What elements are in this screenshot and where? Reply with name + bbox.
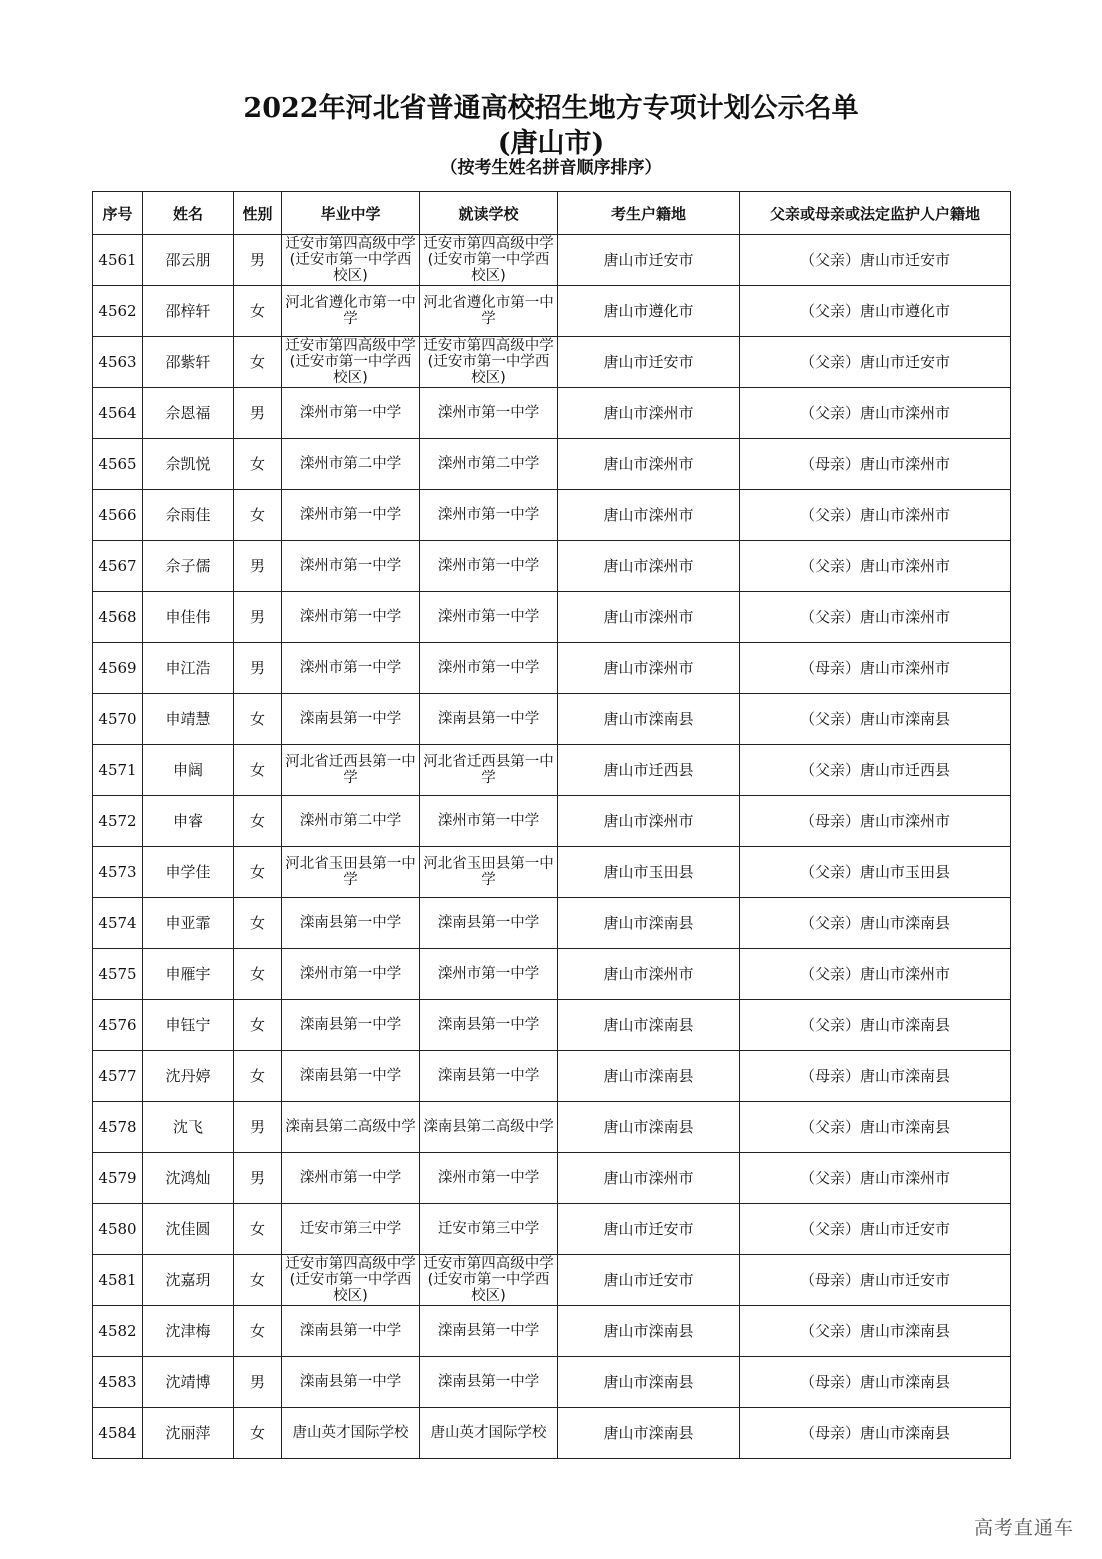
- cell-no: 4581: [93, 1255, 143, 1306]
- cell-study-school: 滦州市第一中学: [420, 1153, 558, 1204]
- table-row: [93, 1204, 1011, 1255]
- cell-no: 4564: [93, 388, 143, 439]
- cell-guardian-hukou: （父亲）唐山市滦南县: [740, 1000, 1011, 1051]
- table-row: [93, 694, 1011, 745]
- cell-study-school: 滦南县第一中学: [420, 1357, 558, 1408]
- cell-grad-school: 滦州市第一中学: [282, 949, 420, 1000]
- cell-name: 申雁宇: [143, 949, 234, 1000]
- cell-gender: 男: [234, 235, 282, 286]
- cell-grad-school: 滦州市第一中学: [282, 388, 420, 439]
- header-no: 序号: [93, 192, 143, 235]
- cell-gender: 女: [234, 1408, 282, 1459]
- cell-gender: 女: [234, 286, 282, 337]
- table-row: [93, 847, 1011, 898]
- cell-name: 申钰宁: [143, 1000, 234, 1051]
- cell-no: 4574: [93, 898, 143, 949]
- page-subtitle-city: (唐山市): [497, 128, 605, 159]
- cell-hukou: 唐山市滦州市: [558, 1153, 740, 1204]
- cell-gender: 女: [234, 847, 282, 898]
- cell-hukou: 唐山市迁安市: [558, 1255, 740, 1306]
- cell-study-school: 迁安市第四高级中学(迁安市第一中学西校区): [420, 337, 558, 388]
- cell-no: 4565: [93, 439, 143, 490]
- cell-study-school: 河北省玉田县第一中学: [420, 847, 558, 898]
- cell-gender: 男: [234, 541, 282, 592]
- cell-name: 佘恩福: [143, 388, 234, 439]
- cell-no: 4570: [93, 694, 143, 745]
- cell-gender: 男: [234, 388, 282, 439]
- cell-no: 4569: [93, 643, 143, 694]
- table-row: [93, 490, 1011, 541]
- cell-guardian-hukou: （父亲）唐山市迁安市: [740, 235, 1011, 286]
- cell-grad-school: 滦南县第一中学: [282, 694, 420, 745]
- cell-guardian-hukou: （父亲）唐山市迁西县: [740, 745, 1011, 796]
- cell-grad-school: 滦南县第一中学: [282, 1051, 420, 1102]
- cell-hukou: 唐山市滦南县: [558, 1102, 740, 1153]
- table-row: [93, 592, 1011, 643]
- cell-name: 沈丹婷: [143, 1051, 234, 1102]
- cell-guardian-hukou: （父亲）唐山市滦南县: [740, 898, 1011, 949]
- cell-guardian-hukou: （父亲）唐山市滦南县: [740, 1102, 1011, 1153]
- cell-gender: 男: [234, 1153, 282, 1204]
- cell-study-school: 滦南县第一中学: [420, 898, 558, 949]
- cell-guardian-hukou: （母亲）唐山市滦州市: [740, 643, 1011, 694]
- cell-no: 4582: [93, 1306, 143, 1357]
- cell-guardian-hukou: （母亲）唐山市滦南县: [740, 1051, 1011, 1102]
- cell-hukou: 唐山市迁安市: [558, 235, 740, 286]
- cell-no: 4573: [93, 847, 143, 898]
- table-row: [93, 235, 1011, 286]
- cell-name: 申睿: [143, 796, 234, 847]
- cell-hukou: 唐山市滦州市: [558, 388, 740, 439]
- cell-no: 4576: [93, 1000, 143, 1051]
- cell-name: 邵梓轩: [143, 286, 234, 337]
- roster-body: [93, 235, 1011, 1459]
- cell-study-school: 滦州市第一中学: [420, 949, 558, 1000]
- cell-name: 沈丽萍: [143, 1408, 234, 1459]
- cell-study-school: 迁安市第四高级中学(迁安市第一中学西校区): [420, 235, 558, 286]
- table-row: [93, 643, 1011, 694]
- cell-no: 4577: [93, 1051, 143, 1102]
- cell-study-school: 滦州市第一中学: [420, 643, 558, 694]
- table-row: [93, 439, 1011, 490]
- cell-no: 4568: [93, 592, 143, 643]
- cell-no: 4561: [93, 235, 143, 286]
- cell-guardian-hukou: （父亲）唐山市滦州市: [740, 949, 1011, 1000]
- cell-guardian-hukou: （母亲）唐山市滦南县: [740, 1408, 1011, 1459]
- cell-grad-school: 滦州市第一中学: [282, 541, 420, 592]
- cell-no: 4583: [93, 1357, 143, 1408]
- cell-hukou: 唐山市滦州市: [558, 592, 740, 643]
- cell-grad-school: 滦州市第二中学: [282, 439, 420, 490]
- cell-hukou: 唐山市玉田县: [558, 847, 740, 898]
- table-row: [93, 1357, 1011, 1408]
- cell-gender: 女: [234, 1306, 282, 1357]
- cell-name: 申江浩: [143, 643, 234, 694]
- header-guardian-hukou: 父亲或母亲或法定监护人户籍地: [740, 192, 1011, 235]
- cell-hukou: 唐山市滦南县: [558, 1357, 740, 1408]
- cell-hukou: 唐山市迁安市: [558, 337, 740, 388]
- cell-study-school: 滦州市第一中学: [420, 541, 558, 592]
- cell-guardian-hukou: （母亲）唐山市滦南县: [740, 1357, 1011, 1408]
- cell-grad-school: 河北省遵化市第一中学: [282, 286, 420, 337]
- cell-grad-school: 滦州市第一中学: [282, 1153, 420, 1204]
- cell-name: 申阔: [143, 745, 234, 796]
- cell-guardian-hukou: （母亲）唐山市滦州市: [740, 439, 1011, 490]
- cell-gender: 女: [234, 694, 282, 745]
- cell-no: 4584: [93, 1408, 143, 1459]
- table-row: [93, 1408, 1011, 1459]
- cell-gender: 女: [234, 1000, 282, 1051]
- cell-grad-school: 滦州市第一中学: [282, 592, 420, 643]
- cell-name: 沈飞: [143, 1102, 234, 1153]
- header-name: 姓名: [143, 192, 234, 235]
- cell-study-school: 滦州市第一中学: [420, 388, 558, 439]
- table-row: [93, 1306, 1011, 1357]
- cell-gender: 女: [234, 745, 282, 796]
- cell-guardian-hukou: （父亲）唐山市遵化市: [740, 286, 1011, 337]
- cell-name: 佘凯悦: [143, 439, 234, 490]
- cell-grad-school: 迁安市第四高级中学(迁安市第一中学西校区): [282, 1255, 420, 1306]
- cell-study-school: 唐山英才国际学校: [420, 1408, 558, 1459]
- cell-no: 4572: [93, 796, 143, 847]
- cell-guardian-hukou: （父亲）唐山市滦州市: [740, 490, 1011, 541]
- cell-study-school: 滦南县第一中学: [420, 1306, 558, 1357]
- table-row: [93, 1153, 1011, 1204]
- cell-study-school: 迁安市第三中学: [420, 1204, 558, 1255]
- cell-grad-school: 迁安市第四高级中学(迁安市第一中学西校区): [282, 337, 420, 388]
- cell-hukou: 唐山市滦南县: [558, 694, 740, 745]
- cell-gender: 女: [234, 949, 282, 1000]
- table-row: [93, 541, 1011, 592]
- table-header-row: [93, 192, 1011, 235]
- cell-gender: 女: [234, 1255, 282, 1306]
- cell-grad-school: 滦南县第二高级中学: [282, 1102, 420, 1153]
- cell-study-school: 迁安市第四高级中学(迁安市第一中学西校区): [420, 1255, 558, 1306]
- cell-hukou: 唐山市滦州市: [558, 643, 740, 694]
- cell-no: 4562: [93, 286, 143, 337]
- cell-name: 沈津梅: [143, 1306, 234, 1357]
- table-row: [93, 796, 1011, 847]
- cell-hukou: 唐山市迁安市: [558, 1204, 740, 1255]
- cell-gender: 女: [234, 337, 282, 388]
- cell-study-school: 滦州市第一中学: [420, 592, 558, 643]
- cell-gender: 女: [234, 1204, 282, 1255]
- table-row: [93, 949, 1011, 1000]
- cell-name: 沈鸿灿: [143, 1153, 234, 1204]
- header-hukou: 考生户籍地: [558, 192, 740, 235]
- cell-grad-school: 迁安市第三中学: [282, 1204, 420, 1255]
- cell-hukou: 唐山市迁西县: [558, 745, 740, 796]
- cell-name: 申佳伟: [143, 592, 234, 643]
- cell-study-school: 滦南县第二高级中学: [420, 1102, 558, 1153]
- cell-grad-school: 滦州市第一中学: [282, 490, 420, 541]
- table-row: [93, 898, 1011, 949]
- cell-hukou: 唐山市滦州市: [558, 439, 740, 490]
- cell-grad-school: 滦南县第一中学: [282, 1306, 420, 1357]
- cell-guardian-hukou: （母亲）唐山市滦州市: [740, 796, 1011, 847]
- cell-gender: 女: [234, 796, 282, 847]
- cell-guardian-hukou: （父亲）唐山市玉田县: [740, 847, 1011, 898]
- cell-gender: 女: [234, 439, 282, 490]
- cell-grad-school: 滦南县第一中学: [282, 898, 420, 949]
- cell-guardian-hukou: （父亲）唐山市迁安市: [740, 1204, 1011, 1255]
- cell-guardian-hukou: （父亲）唐山市滦州市: [740, 541, 1011, 592]
- cell-study-school: 滦南县第一中学: [420, 1000, 558, 1051]
- cell-grad-school: 河北省玉田县第一中学: [282, 847, 420, 898]
- cell-gender: 男: [234, 1102, 282, 1153]
- cell-name: 沈靖博: [143, 1357, 234, 1408]
- cell-gender: 女: [234, 898, 282, 949]
- cell-hukou: 唐山市滦南县: [558, 1408, 740, 1459]
- table-row: [93, 388, 1011, 439]
- table-row: [93, 1051, 1011, 1102]
- cell-name: 沈嘉玥: [143, 1255, 234, 1306]
- watermark: 高考直通车: [973, 1517, 1074, 1539]
- table-row: [93, 1000, 1011, 1051]
- cell-hukou: 唐山市遵化市: [558, 286, 740, 337]
- sort-note: （按考生姓名拼音顺序排序）: [440, 158, 662, 178]
- cell-grad-school: 滦州市第一中学: [282, 643, 420, 694]
- cell-name: 邵紫轩: [143, 337, 234, 388]
- cell-study-school: 河北省遵化市第一中学: [420, 286, 558, 337]
- cell-study-school: 滦南县第一中学: [420, 1051, 558, 1102]
- cell-guardian-hukou: （父亲）唐山市迁安市: [740, 337, 1011, 388]
- cell-name: 申靖慧: [143, 694, 234, 745]
- page-title: 2022年河北省普通高校招生地方专项计划公示名单: [243, 93, 859, 124]
- cell-gender: 男: [234, 643, 282, 694]
- cell-grad-school: 迁安市第四高级中学(迁安市第一中学西校区): [282, 235, 420, 286]
- cell-grad-school: 唐山英才国际学校: [282, 1408, 420, 1459]
- cell-name: 佘雨佳: [143, 490, 234, 541]
- cell-guardian-hukou: （父亲）唐山市滦州市: [740, 592, 1011, 643]
- cell-no: 4563: [93, 337, 143, 388]
- header-study-school: 就读学校: [420, 192, 558, 235]
- cell-no: 4578: [93, 1102, 143, 1153]
- cell-no: 4580: [93, 1204, 143, 1255]
- cell-name: 邵云朋: [143, 235, 234, 286]
- cell-study-school: 河北省迁西县第一中学: [420, 745, 558, 796]
- cell-guardian-hukou: （父亲）唐山市滦州市: [740, 388, 1011, 439]
- cell-grad-school: 滦州市第二中学: [282, 796, 420, 847]
- cell-guardian-hukou: （父亲）唐山市滦州市: [740, 1153, 1011, 1204]
- cell-hukou: 唐山市滦南县: [558, 1000, 740, 1051]
- cell-no: 4567: [93, 541, 143, 592]
- cell-hukou: 唐山市滦南县: [558, 1306, 740, 1357]
- cell-name: 申亚霏: [143, 898, 234, 949]
- cell-study-school: 滦南县第一中学: [420, 694, 558, 745]
- cell-hukou: 唐山市滦州市: [558, 796, 740, 847]
- table-row: [93, 745, 1011, 796]
- cell-name: 佘子儒: [143, 541, 234, 592]
- cell-guardian-hukou: （父亲）唐山市滦南县: [740, 1306, 1011, 1357]
- table-row: [93, 1255, 1011, 1306]
- table-row: [93, 286, 1011, 337]
- cell-gender: 男: [234, 592, 282, 643]
- roster-table: [92, 191, 1011, 1459]
- cell-study-school: 滦州市第一中学: [420, 490, 558, 541]
- cell-gender: 男: [234, 1357, 282, 1408]
- cell-gender: 女: [234, 490, 282, 541]
- cell-guardian-hukou: （父亲）唐山市滦南县: [740, 694, 1011, 745]
- cell-hukou: 唐山市滦南县: [558, 898, 740, 949]
- table-row: [93, 1102, 1011, 1153]
- cell-study-school: 滦州市第二中学: [420, 439, 558, 490]
- cell-name: 申学佳: [143, 847, 234, 898]
- cell-grad-school: 滦南县第一中学: [282, 1357, 420, 1408]
- cell-study-school: 滦州市第一中学: [420, 796, 558, 847]
- cell-hukou: 唐山市滦州市: [558, 490, 740, 541]
- cell-hukou: 唐山市滦州市: [558, 949, 740, 1000]
- cell-no: 4575: [93, 949, 143, 1000]
- cell-guardian-hukou: （母亲）唐山市迁安市: [740, 1255, 1011, 1306]
- cell-grad-school: 河北省迁西县第一中学: [282, 745, 420, 796]
- header-grad-school: 毕业中学: [282, 192, 420, 235]
- cell-no: 4566: [93, 490, 143, 541]
- cell-gender: 女: [234, 1051, 282, 1102]
- cell-hukou: 唐山市滦南县: [558, 1051, 740, 1102]
- cell-grad-school: 滦南县第一中学: [282, 1000, 420, 1051]
- cell-no: 4579: [93, 1153, 143, 1204]
- table-row: [93, 337, 1011, 388]
- cell-no: 4571: [93, 745, 143, 796]
- cell-name: 沈佳圆: [143, 1204, 234, 1255]
- cell-hukou: 唐山市滦州市: [558, 541, 740, 592]
- header-gender: 性别: [234, 192, 282, 235]
